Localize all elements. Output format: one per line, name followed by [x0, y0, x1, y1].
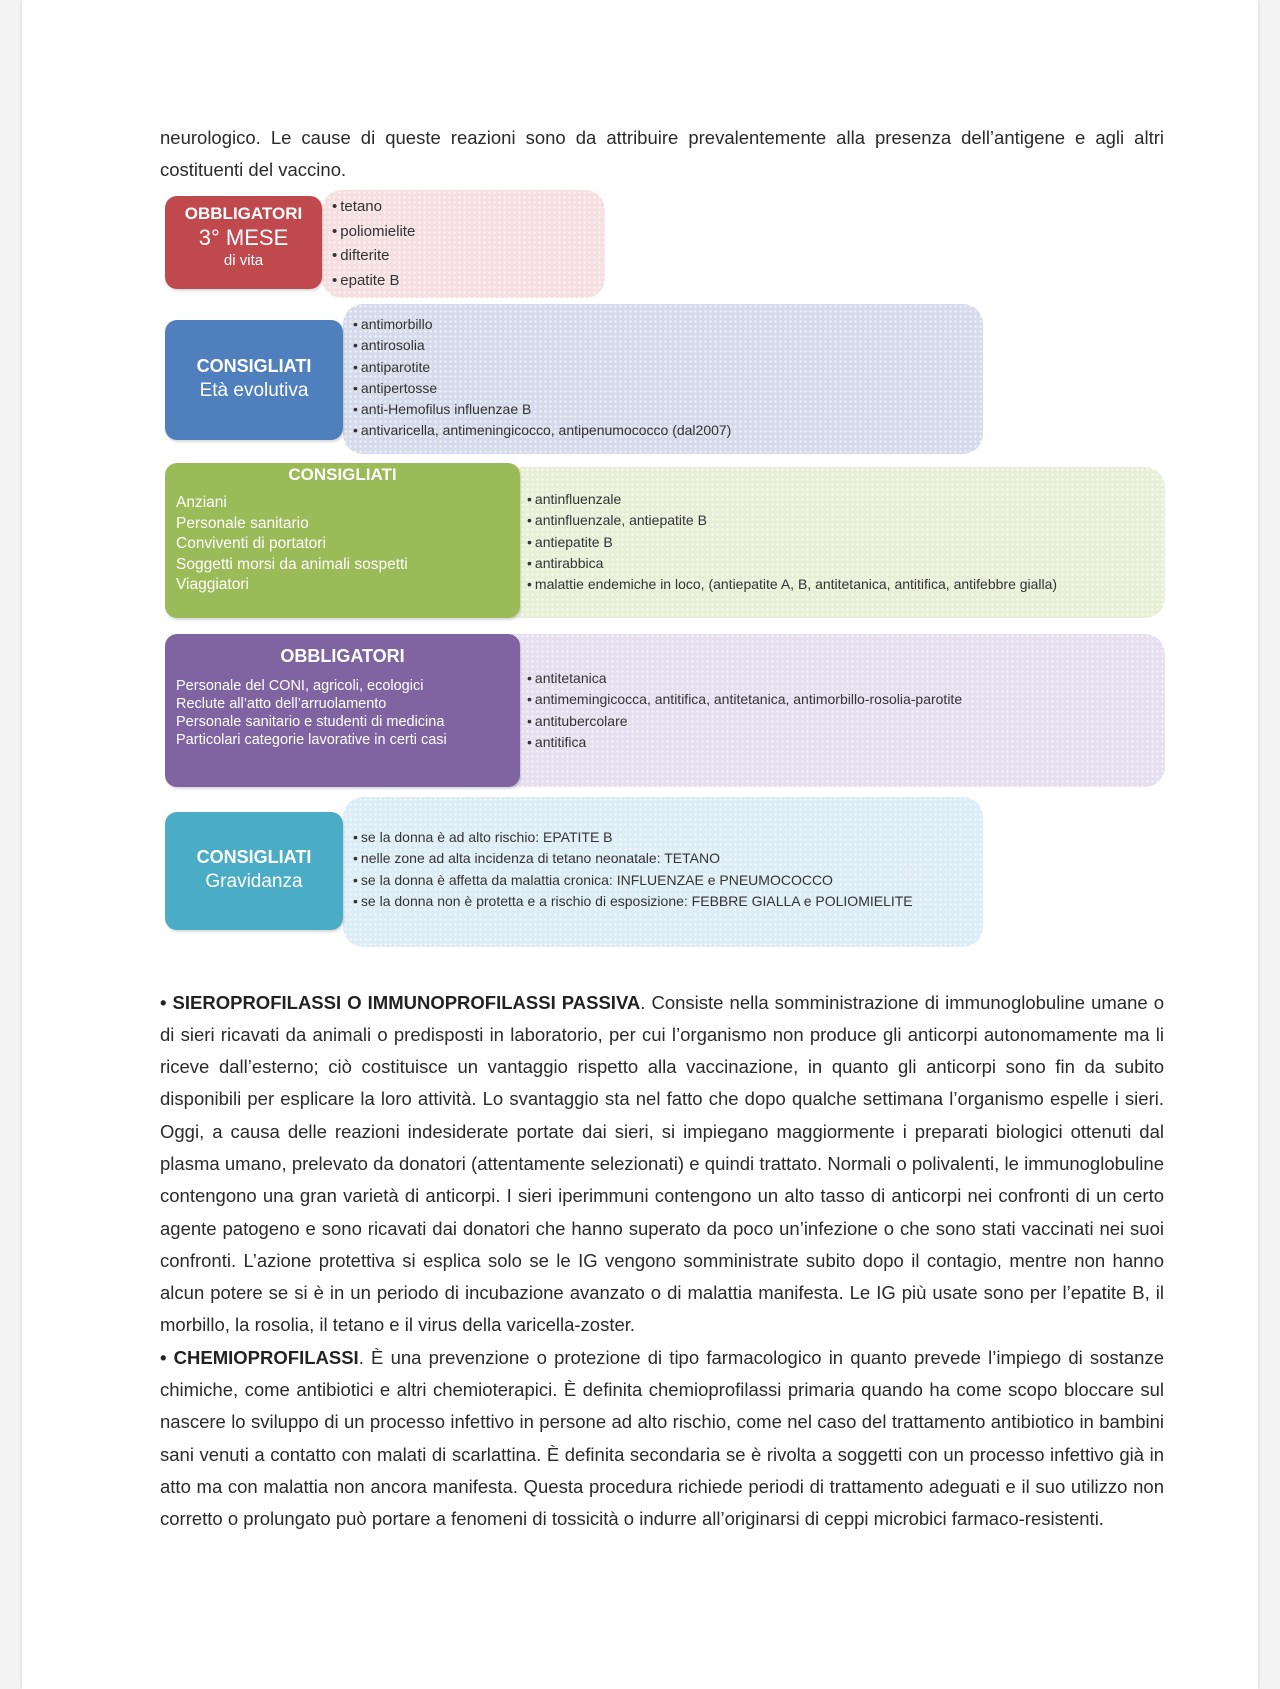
items-panel: [343, 797, 983, 947]
intro-paragraph: neurologico. Le cause di queste reazioni sono da attribuire prevalentemente alla presenza dell’antigene e agli altri costituenti del vaccino.: [160, 126, 1164, 180]
section-heading: • SIEROPROFILASSI O IMMUNOPROFILASSI PASSIVA: [160, 991, 641, 1013]
label-subtitle-2: di vita: [223, 252, 264, 269]
label-line: Personale sanitario: [176, 514, 309, 532]
list-item: • antitubercolare: [527, 711, 962, 732]
items-list: [527, 668, 962, 753]
list-item: • difterite: [332, 244, 415, 269]
label-line: Personale del CONI, agricoli, ecologici: [176, 678, 424, 694]
label-line: Conviventi di portatori: [176, 535, 326, 552]
row-label: [165, 463, 520, 618]
items-panel: [343, 304, 983, 454]
list-item: • antivaricella, antimeningicocco, antipenumococco (dal2007): [353, 420, 731, 441]
row-label: [165, 812, 343, 930]
list-item: • antitetanica: [527, 668, 962, 689]
items-list: [353, 314, 731, 442]
list-item: • antitifica: [527, 732, 962, 753]
list-item: • antinfluenzale, antiepatite B: [527, 510, 1057, 531]
list-item: • antiparotite: [353, 357, 731, 378]
label-lines: [176, 493, 520, 596]
row-label: [165, 634, 520, 787]
list-item: • anti-Hemofilus influenzae B: [353, 399, 731, 420]
list-item: • antirosolia: [353, 335, 731, 356]
list-item: • antimemingicocca, antitifica, antitetanica, antimorbillo-rosolia-parotite: [527, 689, 962, 710]
label-lines: [176, 677, 520, 749]
section-heading: • CHEMIOPROFILASSI: [160, 1346, 359, 1368]
row-label: [165, 320, 343, 440]
list-item: • nelle zone ad alta incidenza di tetano neonatale: TETANO: [353, 848, 913, 869]
label-subtitle: Gravidanza: [205, 871, 303, 892]
items-panel: [322, 190, 605, 298]
label-title: OBBLIGATORI: [280, 646, 405, 666]
items-list: [332, 195, 415, 293]
list-item: • antimorbillo: [353, 314, 731, 335]
label-line: Viaggiatori: [176, 576, 249, 593]
items-list: [353, 827, 913, 912]
list-item: • se la donna è affetta da malattia cronica: INFLUENZAE e PNEUMOCOCCO: [353, 870, 913, 891]
items-list: [527, 489, 1057, 595]
body-text: [160, 987, 1164, 1536]
list-item: • antipertosse: [353, 378, 731, 399]
label-subtitle: 3° MESE: [198, 225, 289, 250]
section-text: . Consiste nella somministrazione di immunoglobuline umane o di sieri ricavati da animali o predisposti in laboratorio, per cui l’organismo non produce gli anticorpi autonomamente ma li riceve dall’esterno; ciò costituisce un vantaggio rispetto alla vaccinazione, in quanto gli anticorpi sono fin da subito disponibili per esplicare la loro attività. Lo svantaggio sta nel fatto che dopo qualche settimana l’organismo espelle i sieri. Oggi, a causa delle reazioni indesiderate portate dai sieri, si impiegano maggiormente i preparati biologici ottenuti dal plasma umano, prelevato da donatori (attentamente selezionati) e quindi trattato. Normali o polivalenti, le immunoglobuline contengono una gran varietà di anticorpi. I sieri iperimmuni contengono un alto tasso di anticorpi nei confronti di un certo agente patogeno e sono ricavati dai donatori che hanno superato da poco un’infezione o che sono stati vaccinati nei suoi confronti. L’azione protettiva si esplica solo se le IG vengono somministrate subito dopo il contagio, mentre non hanno alcun potere se si è in un periodo di incubazione avanzato o di malattia manifesta. Le IG più usate sono per l’epatite B, il morbillo, la rosolia, il tetano e il virus della varicella-zoster.: [160, 991, 1165, 1336]
label-subtitle: Età evolutiva: [199, 380, 309, 401]
list-item: • se la donna non è protetta e a rischio di esposizione: FEBBRE GIALLA e POLIOMIELITE: [353, 891, 913, 912]
label-line: Reclute all’atto dell’arruolamento: [176, 696, 387, 712]
label-title: CONSIGLIATI: [196, 356, 312, 376]
list-item: • antiepatite B: [527, 532, 1057, 553]
list-item: • antirabbica: [527, 553, 1057, 574]
list-item: • antinfluenzale: [527, 489, 1057, 510]
label-line: Anziani: [176, 494, 227, 511]
list-item: • poliomielite: [332, 220, 415, 245]
label-title: OBBLIGATORI: [184, 204, 303, 223]
section-text: . È una prevenzione o protezione di tipo farmacologico in quanto prevede l’impiego di sostanze chimiche, come antibiotici e altri chemioterapici. È definita chemioprofilassi primaria quando ha come scopo bloccare sul nascere lo sviluppo di un processo infettivo in persone ad alto rischio, come nel caso del trattamento antibiotico in bambini sani venuti a contatto con malati di scarlattina. È definita secondaria se è rivolta a soggetti con un processo infettivo già in atto ma con malattia non ancora manifesta. Questa procedura richiede periodi di trattamento adeguati e il suo utilizzo non corretto o prolungato può portare a fenomeni di tossicità o indurre all’originarsi di ceppi microbici farmaco-resistenti.: [160, 1346, 1164, 1530]
label-title: CONSIGLIATI: [196, 847, 312, 867]
label-line: Personale sanitario e studenti di medicina: [176, 714, 445, 730]
list-item: • malattie endemiche in loco, (antiepatite A, B, antitetanica, antitifica, antifebbre gialla): [527, 574, 1057, 595]
document-page: [22, 0, 1258, 1689]
list-item: • tetano: [332, 195, 415, 220]
label-title: CONSIGLIATI: [288, 465, 397, 484]
row-label: [165, 196, 322, 289]
label-line: Particolari categorie lavorative in certi casi: [176, 732, 447, 748]
label-line: Soggetti morsi da animali sospetti: [176, 555, 408, 573]
list-item: • se la donna è ad alto rischio: EPATITE B: [353, 827, 913, 848]
list-item: • epatite B: [332, 269, 415, 294]
